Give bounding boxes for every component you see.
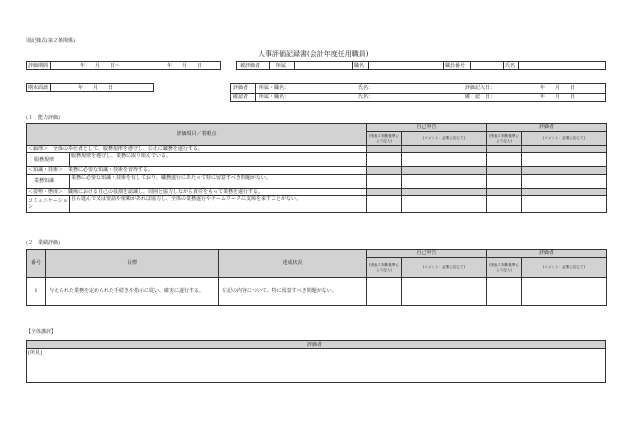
evaluator-comment-cell[interactable] (522, 153, 607, 167)
item-desc: 服務規律を遵守し、業務に取り組んでいる。 (70, 153, 367, 167)
shaded-cell (402, 188, 487, 195)
evaluator-header: 評価者 (487, 124, 607, 132)
findings-box[interactable] (26, 348, 606, 383)
evaluator-rating-cell[interactable] (487, 174, 522, 188)
period-start[interactable]: 年 月 日～ (80, 62, 121, 69)
evaluator-comment-cell[interactable] (522, 278, 607, 306)
shaded-cell (487, 146, 522, 153)
col-goal-header: 目標 (46, 250, 219, 278)
eval-date[interactable]: 年 月 日 (540, 84, 576, 91)
self-rating-cell[interactable] (367, 174, 402, 188)
goal-text[interactable]: 与えられた業務を定められた手続きや指示に従い、確実に遂行する。 (46, 278, 219, 306)
self-comment-header: (コメント：必要に応じて) (402, 132, 487, 146)
self-rating-cell[interactable] (367, 153, 402, 167)
evaluator-rating-cell[interactable] (487, 195, 522, 212)
shaded-cell (487, 167, 522, 174)
category-row: ＜倫理＞ 全体の奉仕者として、服務規律を遵守し、公正に職務を遂行する。 (27, 146, 367, 153)
ability-table (26, 123, 607, 213)
shaded-cell (367, 167, 402, 174)
evaluatee-label: 被評価者 (240, 62, 261, 69)
col-item-header: 評価項目／着眼点 (27, 124, 367, 146)
staff-no-label: 職員番号 (445, 62, 466, 69)
self-rating-header: (別表２判断基準により記入) (367, 258, 402, 278)
item-label: 服務規律 (27, 153, 70, 167)
self-rating-cell[interactable] (367, 278, 402, 306)
eval-date-label: 評価記入日： (465, 84, 496, 91)
shaded-cell (402, 146, 487, 153)
evaluator-rating-header: (別表２判断基準により記入) (487, 258, 522, 278)
self-comment-cell[interactable] (402, 195, 487, 212)
evaluator-comment-header: (コメント：必要に応じて) (522, 258, 607, 278)
section2-heading: (２ 業績評価) (26, 240, 60, 246)
evaluator-name[interactable]: 氏名： (358, 84, 374, 91)
evaluatee-box (236, 61, 606, 70)
shaded-cell (522, 167, 607, 174)
item-label: コミュニケーション (27, 195, 70, 212)
self-comment-cell[interactable] (402, 153, 487, 167)
evaluator-rating-cell[interactable] (487, 278, 522, 306)
self-comment-cell[interactable] (402, 174, 487, 188)
category-row: ＜姿勢・態度＞ 職場における自己の役割を認識し、周囲と協力しながら責任をもって業務を遂行する。 (27, 188, 367, 195)
item-label: 業務知識 (27, 174, 70, 188)
form-id: 別記様式(第２条関係) (26, 38, 75, 44)
status-text[interactable]: 左記の内容について、特に留意すべき問題がない。 (219, 278, 367, 306)
form-title: 人事評価記録書(会計年度任用職員) (258, 50, 369, 58)
self-rating-cell[interactable] (367, 195, 402, 212)
item-desc: 業務に必要な知識・技術を有しており、職務遂行にあたって特に留意すべき問題がない。 (70, 174, 367, 188)
self-header: 自己申告 (367, 250, 487, 258)
shaded-cell (522, 188, 607, 195)
col-status-header: 達成状況 (219, 250, 367, 278)
evaluator-dept[interactable]: 所属・職名： (259, 84, 290, 91)
period-label: 評価期間 (28, 62, 49, 69)
self-rating-header: (別表２判断基準により記入) (367, 132, 402, 146)
confirm-date[interactable]: 年 月 日 (540, 94, 576, 100)
shaded-cell (367, 146, 402, 153)
confirmer-dept[interactable]: 所属・職名： (259, 94, 290, 100)
goal-number: 1 (27, 278, 46, 306)
shaded-cell (402, 167, 487, 174)
confirm-date-label: 確 認 日： (465, 94, 496, 100)
term-end-date[interactable]: 年 月 日 (78, 84, 114, 91)
evaluator-rating-cell[interactable] (487, 153, 522, 167)
evaluator-comment-cell[interactable] (522, 195, 607, 212)
performance-table (26, 249, 607, 306)
shaded-cell (522, 146, 607, 153)
dept-label: 所属 (276, 62, 287, 69)
period-end[interactable]: 年 月 日 (167, 62, 203, 69)
shaded-cell (487, 188, 522, 195)
overall-evaluator-label: 評価者 (307, 341, 323, 348)
self-header: 自己申告 (367, 124, 487, 132)
shaded-cell (367, 188, 402, 195)
evaluator-header: 評価者 (487, 250, 607, 258)
self-comment-cell[interactable] (402, 278, 487, 306)
category-row: ＜知識・技術＞ 業務に必要な知識・技術を習得する。 (27, 167, 367, 174)
evaluator-rating-header: (別表２判断基準により記入) (487, 132, 522, 146)
confirmer-name[interactable]: 氏名： (358, 94, 374, 100)
confirmer-label: 確認者 (233, 94, 249, 100)
item-desc: 自ら進んで又は要請や依頼があれば協力し、全体の業務遂行やチームワークに支障を来すことがない。 (70, 195, 367, 212)
evaluator-label: 評価者 (233, 84, 249, 91)
evaluator-comment-header: (コメント：必要に応じて) (522, 132, 607, 146)
term-end-label: 期末面談 (28, 84, 49, 91)
findings-label: [所見] (28, 350, 42, 356)
evaluator-comment-cell[interactable] (522, 174, 607, 188)
col-no-header: 番号 (27, 250, 46, 278)
post-label: 職名 (354, 62, 365, 69)
self-comment-header: (コメント：必要に応じて) (402, 258, 487, 278)
section1-heading: (１ 能力評価) (26, 115, 60, 121)
name-label: 氏名 (505, 62, 516, 69)
overall-heading: 【全体講評】 (26, 329, 57, 335)
